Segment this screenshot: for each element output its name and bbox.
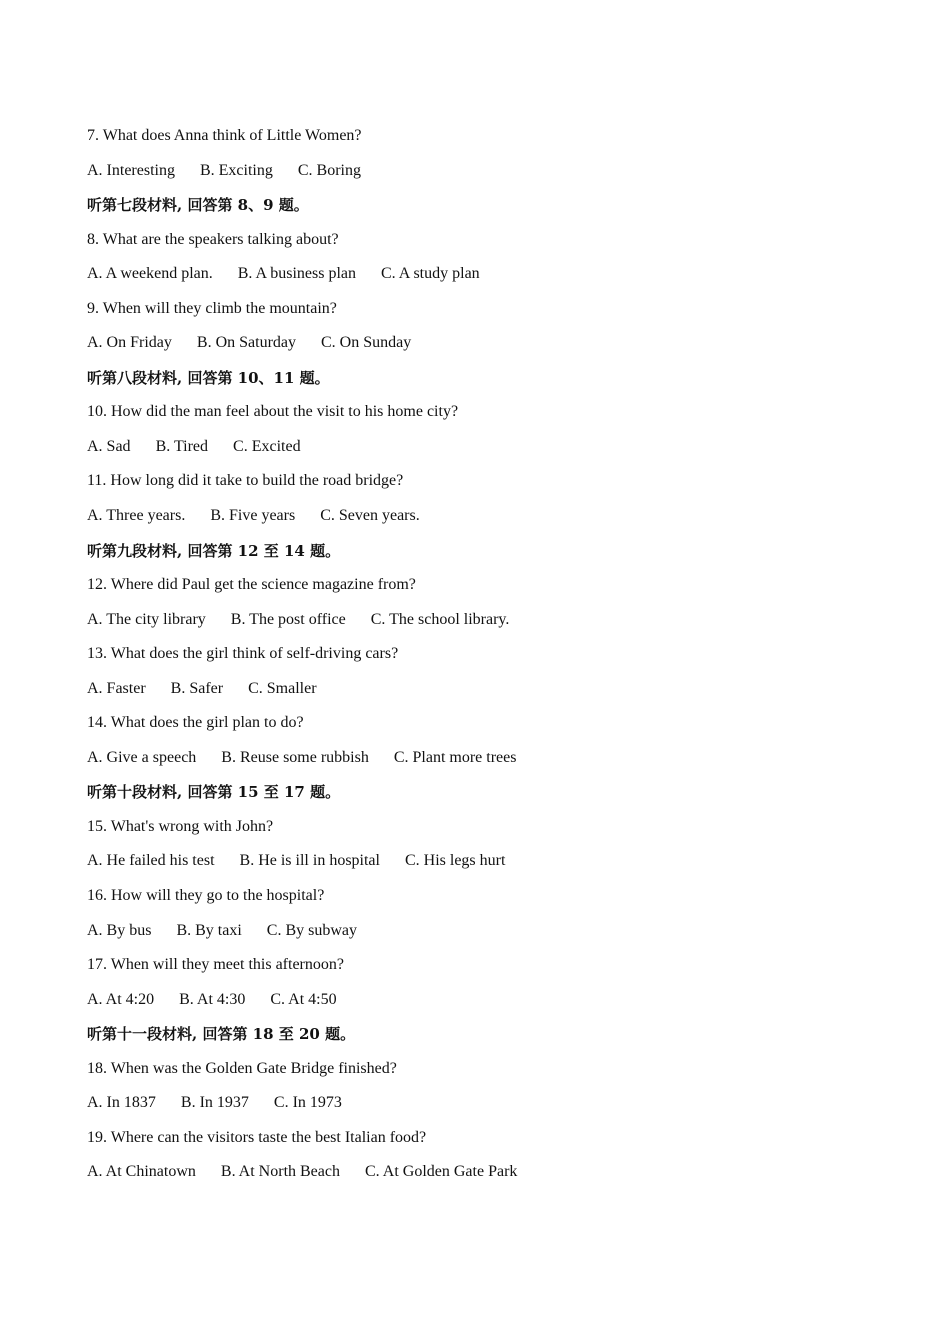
answer-option: C. Smaller <box>248 679 317 697</box>
answer-options <box>87 430 887 465</box>
answer-option: C. On Sunday <box>321 334 412 352</box>
answer-option: C. The school library. <box>370 610 510 628</box>
answer-options <box>87 499 887 534</box>
answer-option: C. At Golden Gate Park <box>364 1163 518 1181</box>
question-text: 15. What's wrong with John? <box>87 817 274 835</box>
section-heading: 听第十一段材料, 回答第 18 至 20 题。 <box>87 1025 356 1044</box>
question-text: 8. What are the speakers talking about? <box>87 230 339 248</box>
section-heading: 听第七段材料, 回答第 8、9 题。 <box>87 196 309 215</box>
answer-option: B. Tired <box>155 437 209 455</box>
answer-options <box>87 1155 887 1190</box>
question-text: 16. How will they go to the hospital? <box>87 887 325 905</box>
answer-option: A. Three years. <box>87 507 186 525</box>
answer-option: B. By taxi <box>176 921 242 939</box>
answer-option: B. Reuse some rubbish <box>221 748 369 766</box>
answer-option: B. Safer <box>170 679 224 697</box>
question-text: 10. How did the man feel about the visit to his home city? <box>87 403 459 421</box>
answer-option: B. Five years <box>210 507 296 525</box>
section-heading: 听第十段材料, 回答第 15 至 17 题。 <box>87 783 341 802</box>
answer-options <box>87 257 887 292</box>
answer-option: B. In 1937 <box>180 1094 249 1112</box>
answer-option: B. A business plan <box>237 265 356 283</box>
answer-option: C. In 1973 <box>273 1094 342 1112</box>
answer-options <box>87 983 887 1018</box>
answer-option: A. Give a speech <box>87 748 197 766</box>
answer-options <box>87 672 887 707</box>
answer-option: A. On Friday <box>87 334 172 352</box>
answer-option: B. He is ill in hospital <box>239 852 380 870</box>
answer-option: A. At 4:20 <box>87 990 155 1008</box>
answer-option: A. In 1837 <box>87 1094 156 1112</box>
question-text: 18. When was the Golden Gate Bridge finished? <box>87 1059 397 1077</box>
answer-option: B. At North Beach <box>220 1163 340 1181</box>
answer-option: B. On Saturday <box>196 334 296 352</box>
answer-option: A. He failed his test <box>87 852 215 870</box>
answer-option: A. A weekend plan. <box>87 265 213 283</box>
answer-option: A. By bus <box>87 921 152 939</box>
answer-option: C. Seven years. <box>320 507 420 525</box>
answer-options <box>87 154 887 189</box>
answer-option: C. Excited <box>233 437 301 455</box>
question-text: 7. What does Anna think of Little Women? <box>87 127 362 144</box>
answer-option: C. His legs hurt <box>404 852 506 870</box>
question-text: 13. What does the girl think of self-driving cars? <box>87 645 399 663</box>
answer-option: B. At 4:30 <box>179 990 246 1008</box>
answer-option: C. By subway <box>266 921 358 939</box>
question-text: 19. Where can the visitors taste the best Italian food? <box>87 1128 427 1146</box>
question-text: 14. What does the girl plan to do? <box>87 714 304 732</box>
answer-options <box>87 844 887 879</box>
answer-option: A. Interesting <box>87 161 175 179</box>
answer-option: A. Faster <box>87 679 146 697</box>
answer-option: B. Exciting <box>199 161 273 179</box>
answer-options <box>87 326 887 361</box>
answer-option: A. Sad <box>87 437 131 455</box>
section-heading: 听第九段材料, 回答第 12 至 14 题。 <box>87 541 341 560</box>
question-text: 9. When will they climb the mountain? <box>87 299 337 317</box>
answer-option: A. At Chinatown <box>87 1163 196 1181</box>
answer-options <box>87 914 887 949</box>
section-heading: 听第八段材料, 回答第 10、11 题。 <box>87 368 330 387</box>
answer-options <box>87 1086 887 1121</box>
answer-option: C. Plant more trees <box>393 748 517 766</box>
answer-option: C. A study plan <box>380 265 480 283</box>
answer-option: B. The post office <box>230 610 346 628</box>
answer-option: A. The city library <box>87 610 206 628</box>
answer-option: C. Boring <box>297 161 361 179</box>
answer-options <box>87 741 887 776</box>
exam-page <box>87 119 887 1190</box>
answer-options <box>87 603 887 638</box>
question-text: 12. Where did Paul get the science magazine from? <box>87 576 416 594</box>
question-text: 17. When will they meet this afternoon? <box>87 956 344 974</box>
answer-option: C. At 4:50 <box>270 990 337 1008</box>
question-text: 11. How long did it take to build the road bridge? <box>87 472 404 490</box>
